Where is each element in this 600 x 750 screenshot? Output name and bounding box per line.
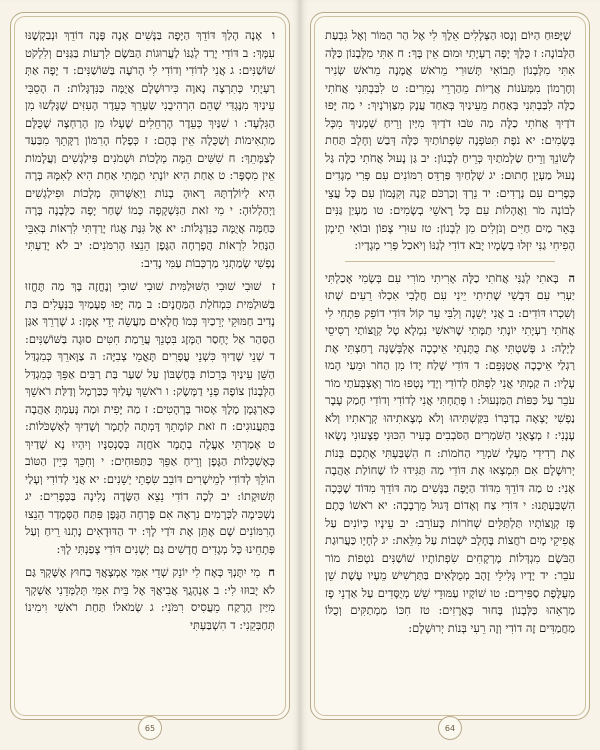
chapter-letter: ה xyxy=(568,270,575,285)
page-number: 64 xyxy=(438,716,462,740)
left-page-text xyxy=(25,27,275,707)
left-page-frame xyxy=(10,12,290,720)
left-paragraph-1 xyxy=(25,27,275,272)
chapter-letter: ז xyxy=(271,279,275,293)
right-paragraph-2 xyxy=(325,270,575,638)
left-paragraph-3 xyxy=(25,564,275,634)
chapter-letter: ו xyxy=(272,28,275,42)
chapter-letter: ח xyxy=(268,565,275,579)
right-page xyxy=(300,0,600,750)
right-paragraph-1 xyxy=(325,27,575,255)
paragraph-text: שׁוּבִי שׁוּבִי הַשּׁוּלַמִּית שׁוּבִי שׁוּבִי וְנֶחֱזֶה בָּךְ מַה תֶּחֱזוּ בַּשּׁוּלַמִּית כִּמְחֹלַת הַמַּחֲנָיִם: ב מַה יָּפוּ פְעָמַיִךְ בַּנְּעָלִים בַּת נָדִיב חַמּוּקֵי יְרֵכַיִךְ כְּמוֹ חֲלָאִים מַעֲשֵׂה יְדֵי אָמָּן: ג שָׁרְרֵךְ אַגַּן הַסַּהַר אַל יֶחְסַר הַמָּזֶג בִּטְנֵךְ עֲרֵמַת חִטִּים סוּגָה בַּשּׁוֹשַׁנִּים: ד שְׁנֵי שָׁדַיִךְ כִּשְׁנֵי עֳפָרִים תָּאֳמֵי צְבִיָּה: ה צַוָּארֵךְ כְּמִגְדַּל הַשֵּׁן עֵינַיִךְ בְּרֵכוֹת בְּחֶשְׁבּוֹן עַל שַׁעַר בַּת רַבִּים אַפֵּךְ כְּמִגְדַּל הַלְּבָנוֹן צוֹפֶה פְּנֵי דַמָּשֶׂק: ו רֹאשֵׁךְ עָלַיִךְ כַּכַּרְמֶל וְדַלַּת רֹאשֵׁךְ כָּאַרְגָּמָן מֶלֶךְ אָסוּר בָּרְהָטִים: ז מַה יָּפִית וּמַה נָּעַמְתְּ אַהֲבָה בַּתַּעֲנוּגִים: ח זֹאת קוֹמָתֵךְ דָּמְתָה לְתָמָר וְשָׁדַיִךְ לְאַשְׁכֹּלוֹת: ט אָמַרְתִּי אֶעֱלֶה בְתָמָר אֹחֲזָה בְּסַנְסִנָּיו וְיִהְיוּ נָא שָׁדַיִךְ כְּאֶשְׁכְּלוֹת הַגֶּפֶן וְרֵיחַ אַפֵּךְ כַּתַּפּוּחִים: י וְחִכֵּךְ כְּיֵין הַטּוֹב הוֹלֵךְ לְדוֹדִי לְמֵישָׁרִים דּוֹבֵב שִׂפְתֵי יְשֵׁנִים: יא אֲנִי לְדוֹדִי וְעָלַי תְּשׁוּקָתוֹ: יב לְכָה דוֹדִי נֵצֵא הַשָּׂדֶה נָלִינָה בַּכְּפָרִים: יג נַשְׁכִּימָה לַכְּרָמִים נִרְאֶה אִם פָּרְחָה הַגֶּפֶן פִּתַּח הַסְּמָדַר הֵנֵצוּ הָרִמּוֹנִים שָׁם אֶתֵּן אֶת דֹּדַי לָךְ: יד הַדּוּדָאִים נָתְנוּ רֵיחַ וְעַל פְּתָחֵינוּ כָּל מְגָדִים חֲדָשִׁים גַּם יְשָׁנִים דּוֹדִי צָפַנְתִּי לָךְ: xyxy=(25,279,275,556)
right-page-text xyxy=(325,27,575,707)
page-number: 65 xyxy=(138,716,162,740)
paragraph-text: שֶׁיָּפוּחַ הַיּוֹם וְנָסוּ הַצְּלָלִים אֵלֶךְ לִי אֶל הַר הַמּוֹר וְאֶל גִּבְעַת הַלְּבוֹנָה: ז כֻּלָּךְ יָפָה רַעְיָתִי וּמוּם אֵין בָּךְ: ח אִתִּי מִלְּבָנוֹן כַּלָּה אִתִּי מִלְּבָנוֹן תָּבוֹאִי תָּשׁוּרִי מֵרֹאשׁ אֲמָנָה מֵרֹאשׁ שְׂנִיר וְחֶרְמוֹן מִמְּעֹנוֹת אֲרָיוֹת מֵהַרְרֵי נְמֵרִים: ט לִבַּבְתִּנִי אֲחֹתִי כַלָּה לִבַּבְתִּנִי בְּאַחַת מֵעֵינַיִךְ בְּאַחַד עֲנָק מִצַּוְּרֹנָיִךְ: י מַה יָּפוּ דֹדַיִךְ אֲחֹתִי כַלָּה מַה טֹּבוּ דֹדַיִךְ מִיַּיִן וְרֵיחַ שְׁמָנַיִךְ מִכָּל בְּשָׂמִים: יא נֹפֶת תִּטֹּפְנָה שִׂפְתוֹתַיִךְ כַּלָּה דְּבַשׁ וְחָלָב תַּחַת לְשׁוֹנֵךְ וְרֵיחַ שַׂלְמֹתַיִךְ כְּרֵיחַ לְבָנוֹן: יב גַּן נָעוּל אֲחֹתִי כַלָּה גַּל נָעוּל מַעְיָן חָתוּם: יג שְׁלָחַיִךְ פַּרְדֵּס רִמּוֹנִים עִם פְּרִי מְגָדִים כְּפָרִים עִם נְרָדִים: יד נֵרְדְּ וְכַרְכֹּם קָנֶה וְקִנָּמוֹן עִם כָּל עֲצֵי לְבוֹנָה מֹר וַאֲהָלוֹת עִם כָּל רָאשֵׁי בְשָׂמִים: טו מַעְיַן גַּנִּים בְּאֵר מַיִם חַיִּים וְנֹזְלִים מִן לְבָנוֹן: טז עוּרִי צָפוֹן וּבוֹאִי תֵימָן הָפִיחִי גַנִּי יִזְּלוּ בְשָׂמָיו יָבֹא דוֹדִי לְגַנּוֹ וְיֹאכַל פְּרִי מְגָדָיו: xyxy=(325,28,575,252)
paragraph-text: אָנָה הָלַךְ דּוֹדֵךְ הַיָּפָה בַּנָּשִׁים אָנָה פָּנָה דוֹדֵךְ וּנְבַקְשֶׁנּוּ עִמָּךְ: ב דּוֹדִי יָרַד לְגַנּוֹ לַעֲרוּגוֹת הַבֹּשֶׂם לִרְעוֹת בַּגַּנִּים וְלִלְקֹט שׁוֹשַׁנִּים: ג אֲנִי לְדוֹדִי וְדוֹדִי לִי הָרֹעֶה בַּשּׁוֹשַׁנִּים: ד יָפָה אַתְּ רַעְיָתִי כְּתִרְצָה נָאוָה כִּירוּשָׁלָם אֲיֻמָּה כַּנִּדְגָּלוֹת: ה הָסֵבִּי עֵינַיִךְ מִנֶּגְדִּי שֶׁהֵם הִרְהִיבֻנִי שַׂעְרֵךְ כְּעֵדֶר הָעִזִּים שֶׁגָּלְשׁוּ מִן הַגִּלְעָד: ו שִׁנַּיִךְ כְּעֵדֶר הָרְחֵלִים שֶׁעָלוּ מִן הָרַחְצָה שֶׁכֻּלָּם מַתְאִימוֹת וְשַׁכֻּלָה אֵין בָּהֶם: ז כְּפֶלַח הָרִמּוֹן רַקָּתֵךְ מִבַּעַד לְצַמָּתֵךְ: ח שִׁשִּׁים הֵמָּה מְלָכוֹת וּשְׁמֹנִים פִּילַגְשִׁים וַעֲלָמוֹת אֵין מִסְפָּר: ט אַחַת הִיא יוֹנָתִי תַמָּתִי אַחַת הִיא לְאִמָּהּ בָּרָה הִיא לְיוֹלַדְתָּהּ רָאוּהָ בָנוֹת וַיְאַשְּׁרוּהָ מְלָכוֹת וּפִילַגְשִׁים וַיְהַלְלוּהָ: י מִי זֹאת הַנִּשְׁקָפָה כְּמוֹ שָׁחַר יָפָה כַלְּבָנָה בָּרָה כַּחַמָּה אֲיֻמָּה כַּנִּדְגָּלוֹת: יא אֶל גִּנַּת אֱגוֹז יָרַדְתִּי לִרְאוֹת בְּאִבֵּי הַנָּחַל לִרְאוֹת הֲפָרְחָה הַגֶּפֶן הֵנֵצוּ הָרִמֹּנִים: יב לֹא יָדַעְתִּי נַפְשִׁי שָׂמַתְנִי מַרְכְּבוֹת עַמִּי נָדִיב: xyxy=(25,28,275,270)
left-paragraph-2 xyxy=(25,278,275,558)
paragraph-text: מִי יִתֶּנְךָ כְּאָח לִי יוֹנֵק שְׁדֵי אִמִּי אֶמְצָאֲךָ בַחוּץ אֶשָּׁקְךָ גַּם לֹא יָבוּזוּ לִי: ב אֶנְהָגֲךָ אֲבִיאֲךָ אֶל בֵּית אִמִּי תְּלַמְּדֵנִי אַשְׁקְךָ מִיַּיִן הָרֶקַח מֵעֲסִיס רִמֹּנִי: ג שְׂמֹאלוֹ תַּחַת רֹאשִׁי וִימִינוֹ תְּחַבְּקֵנִי: ד הִשְׁבַּעְתִּי xyxy=(25,565,275,632)
right-page-frame xyxy=(310,12,590,720)
paragraph-text: בָּאתִי לְגַנִּי אֲחֹתִי כַלָּה אָרִיתִי מוֹרִי עִם בְּשָׂמִי אָכַלְתִּי יַעְרִי עִם דִּבְשִׁי שָׁתִיתִי יֵינִי עִם חֲלָבִי אִכְלוּ רֵעִים שְׁתוּ וְשִׁכְרוּ דּוֹדִים: ב אֲנִי יְשֵׁנָה וְלִבִּי עֵר קוֹל דּוֹדִי דוֹפֵק פִּתְחִי לִי אֲחֹתִי רַעְיָתִי יוֹנָתִי תַמָּתִי שֶׁרֹּאשִׁי נִמְלָא טָל קְוֻצּוֹתַי רְסִיסֵי לָיְלָה: ג פָּשַׁטְתִּי אֶת כֻּתָּנְתִּי אֵיכָכָה אֶלְבָּשֶׁנָּה רָחַצְתִּי אֶת רַגְלַי אֵיכָכָה אֲטַנְּפֵם: ד דּוֹדִי שָׁלַח יָדוֹ מִן הַחֹר וּמֵעַי הָמוּ עָלָיו: ה קַמְתִּי אֲנִי לִפְתֹּחַ לְדוֹדִי וְיָדַי נָטְפוּ מוֹר וְאֶצְבְּעֹתַי מוֹר עֹבֵר עַל כַּפּוֹת הַמַּנְעוּל: ו פָּתַחְתִּי אֲנִי לְדוֹדִי וְדוֹדִי חָמַק עָבָר נַפְשִׁי יָצְאָה בְדַבְּרוֹ בִּקַּשְׁתִּיהוּ וְלֹא מְצָאתִיהוּ קְרָאתִיו וְלֹא עָנָנִי: ז מְצָאֻנִי הַשֹּׁמְרִים הַסֹּבְבִים בָּעִיר הִכּוּנִי פְצָעוּנִי נָשְׂאוּ אֶת רְדִידִי מֵעָלַי שֹׁמְרֵי הַחֹמוֹת: ח הִשְׁבַּעְתִּי אֶתְכֶם בְּנוֹת יְרוּשָׁלָם אִם תִּמְצְאוּ אֶת דּוֹדִי מַה תַּגִּידוּ לוֹ שֶׁחוֹלַת אַהֲבָה אָנִי: ט מַה דּוֹדֵךְ מִדּוֹד הַיָּפָה בַּנָּשִׁים מַה דּוֹדֵךְ מִדּוֹד שֶׁכָּכָה הִשְׁבַּעְתָּנוּ: י דּוֹדִי צַח וְאָדוֹם דָּגוּל מֵרְבָבָה: יא רֹאשׁוֹ כֶּתֶם פָּז קְוֻצּוֹתָיו תַּלְתַּלִּים שְׁחֹרוֹת כָּעוֹרֵב: יב עֵינָיו כְּיוֹנִים עַל אֲפִיקֵי מָיִם רֹחֲצוֹת בֶּחָלָב יֹשְׁבוֹת עַל מִלֵּאת: יג לְחָיָו כַּעֲרוּגַת הַבֹּשֶׂם מִגְדְּלוֹת מֶרְקָחִים שִׂפְתוֹתָיו שׁוֹשַׁנִּים נֹטְפוֹת מוֹר עֹבֵר: יד יָדָיו גְּלִילֵי זָהָב מְמֻלָּאִים בַּתַּרְשִׁישׁ מֵעָיו עֶשֶׁת שֵׁן מְעֻלֶּפֶת סַפִּירִים: טו שׁוֹקָיו עַמּוּדֵי שֵׁשׁ מְיֻסָּדִים עַל אַדְנֵי פָז מַרְאֵהוּ כַּלְּבָנוֹן בָּחוּר כָּאֲרָזִים: טז חִכּוֹ מַמְתַקִּים וְכֻלּוֹ מַחֲמַדִּים זֶה דוֹדִי וְזֶה רֵעִי בְּנוֹת יְרוּשָׁלָם: xyxy=(325,270,575,635)
section-divider xyxy=(345,261,555,262)
